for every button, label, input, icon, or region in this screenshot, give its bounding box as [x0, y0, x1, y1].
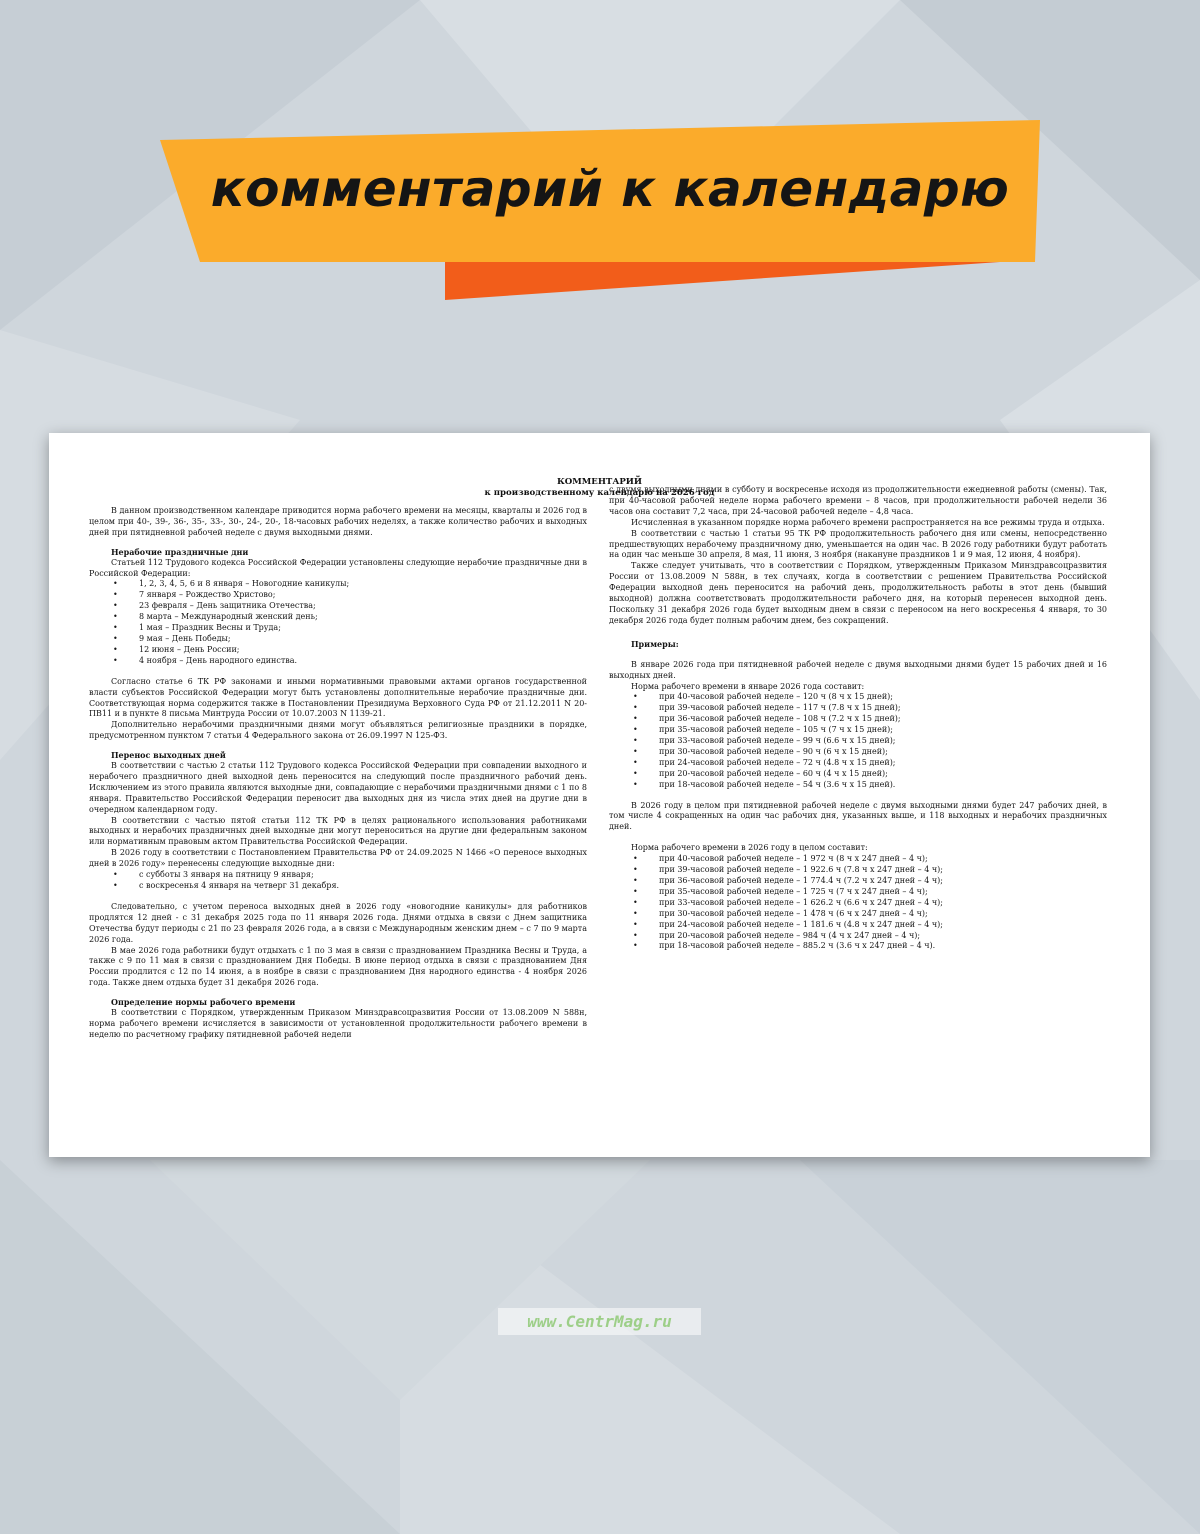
january-norm-label: Норма рабочего времени в январе 2026 года составит: — [631, 681, 865, 691]
list-item: • при 20-часовой рабочей неделе – 60 ч (4 ч х 15 дней); — [631, 769, 1107, 780]
intro-paragraph: В данном производственном календаре приводится норма рабочего времени на месяцы, кварталы и 2026 год в целом при 40-, 39-, 36-, 35-, 33-, 30-, 24-, 20-, 18-часовых рабочих неделях, а также количество рабочих и выходных дней при пятидневной рабочей неделе с двумя выходными днями. — [89, 506, 587, 537]
january-norms-list — [609, 692, 1107, 790]
list-item: • при 36-часовой рабочей неделе – 108 ч (7.2 ч х 15 дней); — [631, 714, 1107, 725]
list-item: • при 40-часовой рабочей неделе – 1 972 ч (8 ч х 247 дней – 4 ч); — [631, 854, 1107, 865]
banner-title: комментарий к календарю — [210, 160, 1010, 218]
preholiday-paragraph: В соответствии с частью 1 статьи 95 ТК РФ продолжительность рабочего дня или смены, непосредственно предшествующих нерабочему праздничному дню, уменьшается на один час. В 2026 году работники будут работать на один час меньше 30 апреля, 8 мая, 11 июня, 3 ноября (накануне праздников 1 и 9 мая, 12 июня, 4 ноября). — [609, 528, 1107, 560]
list-item: • при 30-часовой рабочей неделе – 90 ч (6 ч х 15 дней); — [631, 747, 1107, 758]
left-column — [89, 506, 587, 1041]
list-item: • при 30-часовой рабочей неделе – 1 478 ч (6 ч х 247 дней – 4 ч); — [631, 909, 1107, 920]
list-item: • при 24-часовой рабочей неделе – 1 181.6 ч (4.8 ч х 247 дней – 4 ч); — [631, 920, 1107, 931]
consequence-paragraph: Следовательно, с учетом переноса выходных дней в 2026 году «новогодние каникулы» для работников продлятся 12 дней - с 31 декабря 2025 года по 11 января 2026 года. Днями отдыха в связи с Днем защитника Отечества будут периоды с 21 по 23 февраля 2026 года, а в связи с Международным женским днем – с 7 по 9 марта 2026 года. — [89, 901, 587, 944]
holidays-paragraph: Статьей 112 Трудового кодекса Российской Федерации установлены следующие нерабочие праздничные дни в Российской Федерации: — [89, 557, 587, 578]
list-item: • при 39-часовой рабочей неделе – 117 ч (7.8 ч х 15 дней); — [631, 703, 1107, 714]
continuation-paragraph: с двумя выходными днями в субботу и воскресенье исходя из продолжительности ежедневной работы (смены). Так, при 40-часовой рабочей неделе норма рабочего времени – 8 часов, при продолжительности рабочей недели 36 часов она составит 7,2 часа, при 24-часовой рабочей неделе – 4,8 часа. — [609, 485, 1107, 516]
document-subtitle: к производственному календарю на 2026 год — [484, 488, 715, 498]
list-item: • при 35-часовой рабочей неделе – 105 ч (7 ч х 15 дней); — [631, 725, 1107, 736]
list-item: • при 24-часовой рабочей неделе – 72 ч (4.8 ч х 15 дней); — [631, 758, 1107, 769]
list-item: • 4 ноября – День народного единства. — [111, 656, 587, 667]
transfer-paragraph: В соответствии с частью пятой статьи 112 ТК РФ в целях рационального использования работниками выходных и нерабочих праздничных дней выходные дни могут переноситься на другие дни федеральным законом или нормативным правовым актом Правительства Российской Федерации. — [89, 815, 587, 847]
document-title: КОММЕНТАРИЙ — [556, 477, 643, 487]
list-item: • при 36-часовой рабочей неделе – 1 774.4 ч (7.2 ч х 247 дней – 4 ч); — [631, 876, 1107, 887]
religious-paragraph: Дополнительно нерабочими праздничными днями могут объявляться религиозные праздники в порядке, предусмотренном пунктом 7 статьи 4 Федерального закона от 26.09.1997 N 125-ФЗ. — [89, 720, 587, 741]
holidays-heading: Нерабочие праздничные дни — [111, 546, 249, 557]
calc-paragraph: Исчисленная в указанном порядке норма рабочего времени распространяется на все режимы труда и отдыха. — [631, 517, 1105, 527]
regional-paragraph: Согласно статье 6 ТК РФ законами и иными нормативными правовыми актами органов государственной власти субъектов Российской Федерации могут быть установлены дополнительные нерабочие праздничные дни. Соответствующая норма содержится также в Постановлении Президиума Верховного Суда РФ от 21.12.2011 N 20-ПВ11 и в пункте 8 письма Минтруда России от 10.07.2003 N 1139-21. — [89, 676, 587, 719]
list-item: • 1 мая – Праздник Весны и Труда; — [111, 623, 587, 634]
list-item: • при 33-часовой рабочей неделе – 1 626.2 ч (6.6 ч х 247 дней – 4 ч); — [631, 898, 1107, 909]
list-item: • 1, 2, 3, 4, 5, 6 и 8 января – Новогодние каникулы; — [111, 579, 587, 590]
list-item: • при 33-часовой рабочей неделе – 99 ч (6.6 ч х 15 дней); — [631, 736, 1107, 747]
list-item: • с воскресенья 4 января на четверг 31 декабря. — [111, 881, 587, 892]
list-item: • при 18-часовой рабочей неделе – 54 ч (3.6 ч х 15 дней). — [631, 780, 1107, 791]
list-item: • при 20-часовой рабочей неделе – 984 ч (4 ч х 247 дней – 4 ч); — [631, 931, 1107, 942]
list-item: • при 39-часовой рабочей неделе – 1 922.6 ч (7.8 ч х 247 дней – 4 ч); — [631, 865, 1107, 876]
transfer-paragraph: В 2026 году в соответствии с Постановлением Правительства РФ от 24.09.2025 N 1466 «О переносе выходных дней в 2026 году» перенесены следующие выходные дни: — [89, 848, 587, 869]
list-item: • с субботы 3 января на пятницу 9 января; — [111, 870, 587, 881]
year-norms-list — [609, 854, 1107, 952]
year-norm-label: Норма рабочего времени в 2026 году в целом составит: — [631, 843, 868, 853]
transfers-list — [89, 870, 587, 892]
list-item: • при 18-часовой рабочей неделе – 885.2 ч (3.6 ч х 247 дней – 4 ч). — [631, 941, 1107, 952]
right-column — [609, 485, 1107, 952]
norm-paragraph: В соответствии с Порядком, утвержденным Приказом Минздравсоцразвития России от 13.08.2009 N 588н, норма рабочего времени исчисляется в зависимости от установленной продолжительности рабочего времени в неделю по расчетному графику пятидневной рабочей недели — [89, 1008, 587, 1039]
site-watermark: www.CentrMag.ru — [498, 1308, 701, 1335]
january-paragraph: В январе 2026 года при пятидневной рабочей неделе с двумя выходными днями будет 15 рабочих дней и 16 выходных дней. — [609, 659, 1107, 680]
transfer-heading: Перенос выходных дней — [111, 750, 226, 761]
consequence-paragraph: В мае 2026 года работники будут отдыхать с 1 по 3 мая в связи с празднованием Праздника Весны и Труда, а также с 9 по 11 мая в связи с празднованием Дня Победы. В июне период отдыха в связи с празднованием Дня России продлится с 12 по 14 июня, а в ноябре в связи с празднованием Дня народного единства - 4 ноября 2026 года. Также днем отдыха будет 31 декабря 2026 года. — [89, 945, 587, 988]
holidays-list — [89, 579, 587, 666]
examples-heading: Примеры: — [631, 638, 679, 649]
list-item: • 12 июня – День России; — [111, 645, 587, 656]
document-sheet — [49, 433, 1150, 1157]
norm-heading: Определение нормы рабочего времени — [111, 997, 296, 1008]
list-item: • при 40-часовой рабочей неделе – 120 ч (8 ч х 15 дней); — [631, 692, 1107, 703]
transfer-rule-paragraph: Также следует учитывать, что в соответствии с Порядком, утвержденным Приказом Минздравсоцразвития России от 13.08.2009 N 588н, в тех случаях, когда в соответствии с решением Правительства Российской Федерации выходной день переносится на рабочий день, продолжительность работы в этот день (бывший выходной) должна соответствовать продолжительности рабочего дня, на который перенесен выходной день. Поскольку 31 декабря 2026 года будет выходным днем в связи с переносом на него воскресенья 4 января, то 30 декабря 2026 года будет полным рабочим днем, без сокращений. — [609, 561, 1107, 625]
list-item: • 9 мая – День Победы; — [111, 634, 587, 645]
list-item: • 23 февраля – День защитника Отечества; — [111, 601, 587, 612]
list-item: • 8 марта – Международный женский день; — [111, 612, 587, 623]
list-item: • 7 января – Рождество Христово; — [111, 590, 587, 601]
year-paragraph: В 2026 году в целом при пятидневной рабочей неделе с двумя выходными днями будет 247 рабочих дней, в том числе 4 сокращенных на один час рабочих дня, указанных выше, и 118 выходных и нерабочих праздничных дней. — [609, 800, 1107, 832]
list-item: • при 35-часовой рабочей неделе – 1 725 ч (7 ч х 247 дней – 4 ч); — [631, 887, 1107, 898]
transfer-paragraph: В соответствии с частью 2 статьи 112 Трудового кодекса Российской Федерации при совпадении выходного и нерабочего праздничного дней выходной день переносится на следующий после праздничного рабочий день. Исключением из этого правила являются выходные дни, совпадающие с нерабочими праздничными днями с 1 по 8 января. Правительство Российской Федерации переносит два выходных дня из числа этих дней на другие дни в очередном календарном году. — [89, 761, 587, 814]
